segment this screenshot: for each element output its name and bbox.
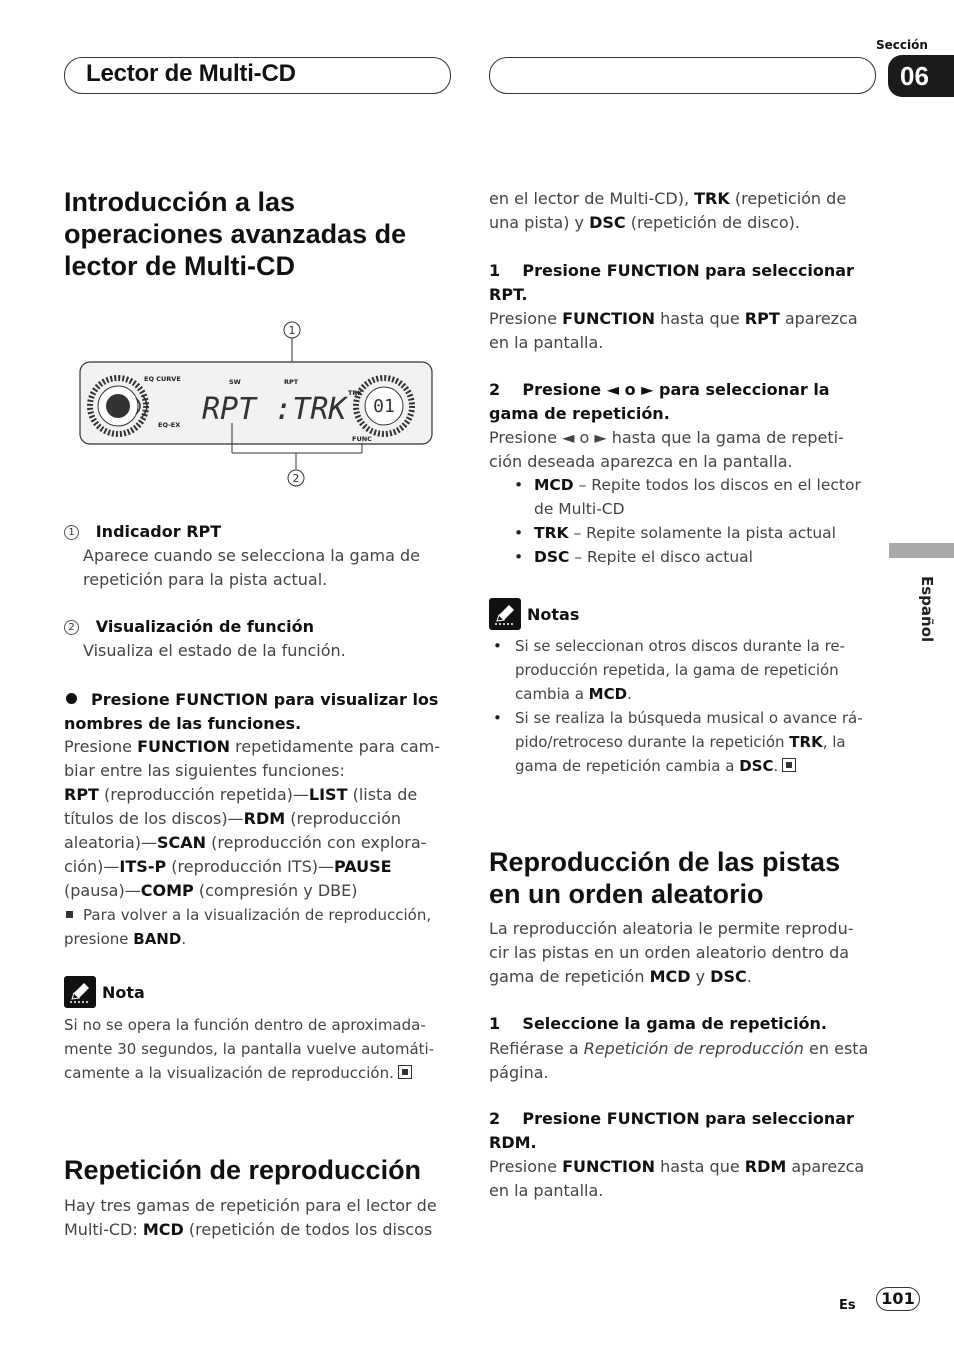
list-item: • DSC – Repite el disco actual [510, 545, 880, 569]
lcd-number: 01 [373, 396, 395, 417]
callout-1-number: 1 [288, 324, 296, 337]
func-label: FUNC [352, 435, 372, 443]
lcd-function-text: RPT :TRK [202, 392, 347, 427]
list-item: • Si se seleccionan otros discos durante la re- producción repetida, la gama de repetición cambia a MCD. [489, 634, 884, 706]
section-label: Sección [876, 38, 928, 52]
random-step2-body: Presione FUNCTION hasta que RDM aparezca en la pantalla. [489, 1157, 865, 1200]
pencil-note-icon [64, 976, 96, 1008]
notes-list [489, 634, 884, 778]
random-heading: Reproducción de las pistas en un orden aleatorio [489, 847, 841, 909]
note-header: Nota [64, 976, 145, 1008]
repeat-intro: Hay tres gamas de repetición para el lector de Multi-CD: MCD (repetición de todos los discos [64, 1196, 437, 1239]
function-step-title: Presione FUNCTION para visualizar los nombres de las funciones. [64, 690, 439, 733]
section-number-badge: 06 [888, 55, 954, 97]
square-bullet-icon [66, 911, 73, 918]
random-intro: La reproducción aleatoria le permite reprodu- cir las pistas en un orden aleatorio dentro da gama de repetición MCD y DSC. [489, 919, 854, 986]
item-function-display: 2 Visualización de función Visualiza el estado de la función. [64, 615, 454, 663]
page-number: 101 [876, 1287, 920, 1311]
end-mark-icon [782, 758, 796, 772]
chapter-title: Lector de Multi-CD [86, 60, 296, 87]
function-step-body: Presione FUNCTION repetidamente para cam- biar entre las siguientes funciones: RPT (reproducción repetida)—LIST (lista de títulos de los discos)—RDM (reproducción aleatoria)—SCAN (reproducción con explora- ción)—ITS-P (reproducción ITS)—PAUSE (pausa)—COMP (compresión y DBE) Para volver a la visualización de reproducción, presione BAND. [64, 737, 440, 948]
language-label: Español [918, 576, 936, 643]
rpt-indicator-label: RPT [284, 378, 299, 386]
step1-body: Presione FUNCTION hasta que RPT aparezca en la pantalla. [489, 309, 858, 352]
header-right-frame [489, 57, 876, 94]
list-item: • Si se realiza la búsqueda musical o avance rá- pido/retroceso durante la repetición TRK, la gama de repetición cambia a DSC. [489, 706, 884, 778]
language-tab [889, 543, 954, 558]
list-item: • TRK – Repite solamente la pista actual [510, 521, 880, 545]
random-step1-body: Refiérase a Repetición de reproducción en esta página. [489, 1039, 869, 1082]
note-body: Si no se opera la función dentro de aproximada- mente 30 segundos, la pantalla vuelve automáti- camente a la visualización de reproducción. [64, 1016, 435, 1082]
eq-ex-label: EQ-EX [158, 421, 181, 429]
repeat-heading: Repetición de reproducción [64, 1155, 422, 1185]
callout-2-number: 2 [292, 472, 300, 485]
head-unit-display-drawing [76, 315, 438, 490]
repeat-range-list [510, 473, 880, 569]
list-item: • MCD – Repite todos los discos en el lector de Multi-CD [510, 473, 880, 521]
sw-label: SW [229, 378, 241, 386]
random-step2-title: 2 Presione FUNCTION para seleccionar RDM. [489, 1109, 854, 1152]
step2-title: 2 Presione ◄ o ► para seleccionar la gama de repetición. [489, 380, 830, 423]
repeat-intro-continued: en el lector de Multi-CD), TRK (repetición de una pista) y DSC (repetición de disco). [489, 189, 847, 232]
notes-header: Notas [489, 598, 579, 630]
trk-label: TRK [348, 389, 363, 397]
language-code: Es [839, 1298, 856, 1313]
display-illustration [76, 315, 438, 490]
intro-heading: Introducción a las operaciones avanzadas de lector de Multi-CD [64, 187, 407, 281]
eq-curve-label: EQ CURVE [144, 375, 181, 383]
end-mark-icon [398, 1065, 412, 1079]
pencil-note-icon [489, 598, 521, 630]
random-step1-title: 1 Seleccione la gama de repetición. [489, 1014, 828, 1033]
step2-body: Presione ◄ o ► hasta que la gama de repeti- ción deseada aparezca en la pantalla. [489, 428, 844, 471]
item-rpt-indicator: 1 Indicador RPT Aparece cuando se selecciona la gama de repetición para la pista actual. [64, 520, 454, 592]
step1-title: 1 Presione FUNCTION para seleccionar RPT. [489, 261, 854, 304]
